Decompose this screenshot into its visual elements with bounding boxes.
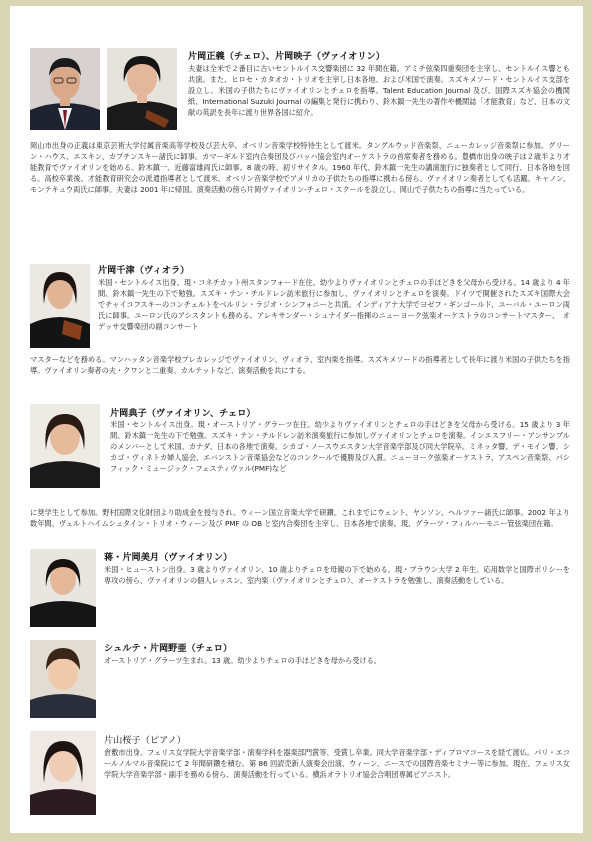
- profile-bio-continued: マスターなどを務める。マンハッタン音楽学校プレカレッジでヴァイオリン、ヴィオラ、室内楽を指導。スズキメソードの指導者として長年に渡り米国の子供たちを指導。ヴァイオリン奏者の夫・クワンと二重奏、カルテットなど、演奏活動を共にする。: [30, 355, 570, 375]
- profile-name: 片岡千津（ヴィオラ）: [98, 265, 190, 276]
- portrait-photo-sakurako: [30, 731, 96, 815]
- profile-bio: 米国・セントルイス出身。現・オーストリア・グラーツ在住。幼少よりヴァイオリンとチェロの手ほどきを父母から受ける。15 歳より 3 年間、鈴木鎮一先生の下で勉強。スズキ・テン・チルドレン訪米演奏旅行に参加しヴァイオリンとチェロを演奏。インエスフリー・アンサンブルのメンバーとして米国、カナダ、日本の各地で演奏。シカゴ・ノースウエスタン大学音楽学部及び同大学院卒。ミネッタ響、デ・モイン響、シカゴ・ヴィネトカ婦人協会、エバンストン音楽協会などのコンクールで優勝及び入賞。ニューヨーク弦楽オーケストラ、アスペン音楽祭、パシフィック・ミュージック・フェスティヴァル(PMF)など: [110, 420, 570, 473]
- portrait-photo-noa: [30, 640, 96, 718]
- profile-name: 片岡典子（ヴァイオリン、チェロ）: [110, 408, 256, 419]
- portrait-photo-noriko: [30, 404, 100, 488]
- profile-bio: 米国・ヒューストン出身。3 歳よりヴァイオリン、10 歳よりチェロを母親の下で始める。現・ブラウン大学 2 年生。応用数学と国際ポリシーを専攻の傍ら、ヴァイオリンの個人レッスン、室内楽（ヴァイオリンとチェロ）、オーケストラを勉強し、演奏活動をしている。: [104, 565, 570, 585]
- profile-name: シュルテ・片岡野亜（チェロ）: [104, 643, 233, 654]
- document-sheet: [10, 6, 583, 833]
- profile-name: 片山桜子（ピアノ）: [104, 735, 186, 746]
- portrait-photo-eiko: [107, 48, 177, 130]
- portrait-photo-mizuki: [30, 549, 96, 627]
- profile-bio: オーストリア・グラーツ生まれ。13 歳。幼少よりチェロの手ほどきを母から受ける。: [104, 656, 381, 665]
- profile-name: 片岡正義（チェロ）、片岡映子（ヴァイオリン）: [188, 51, 385, 62]
- profile-bio: 倉敷市出身。フェリス女学院大学音楽学部・演奏学科を器楽部門賞等、受賞し卒業。同大学音楽学部・ディプロマコースを経て渡仏。パリ・エコールノルマル音楽院にて 2 年間研鑽を積む。第 86 回読売新人演奏会出演、ウィーン、ニースでの国際音楽セミナー等に参加。現在、フェリス女学院大学音楽学部・副手を務める傍ら、演奏活動を行っている。横浜オラトリオ協会合唱団専属ピアニスト。: [104, 748, 570, 779]
- portrait-photo-chizu: [30, 264, 90, 348]
- profile-bio: 夫妻は全米で２番目に古いセントルイス交響楽団に 32 年間在籍。アミチ弦楽四重奏団を主宰し、セントルイス響とも共演。また、ヒロセ・カタオカ・トリオを主宰し日本各地、および米国で演奏。スズキメソード・セントルイス支部を設立し、米国の子供たちにヴァイオリンとチェロを指導。Talent Education Journal 及び、国際スズキ協会の機関紙、International Suzuki Journal の編集と発行に携わり、鈴木鎮一先生の著作や機関誌「才能教育」など、日本の文献の英訳を長年に渡り世界各国に紹介。: [188, 64, 570, 117]
- profile-bio-continued: 岡山市出身の正義は東京芸術大学付属音楽高等学校及び芸大卒。オベリン音楽学校特待生として渡米。タングルウッド音楽祭、ニューカレッジ音楽祭に参加。グリーン・ハウス、エスキン、カプチンスキー諸氏に師事。カマーギルド室内合奏団及びバッハ協会室内オーケストラの首席奏者を務める。豊橋市出身の映子は２歳半より才能教育でヴァイオリンを始める。鈴木鎮一、近藤富雄両氏に師事。8 歳の時、初リサイタル。1960 年代、鈴木鎮一先生の講演旅行に独奏者として同行、日本各地を回る。高校卒業後、才能教育研究会の派遣指導者として渡米、オベリン音楽学校でアメリカの子供たちの指導に携わる傍ら、ヴァイオリン奏者としても活躍。キャノン、モンテキュウ両氏に師事。夫妻は 2001 年に帰国。演奏活動の傍ら片岡ヴァイオリン-チェロ・スクールを設立し、岡山で子供たちの指導に当たっている。: [30, 141, 570, 194]
- profile-bio-continued: に奨学生として参加。野村国際文化財団より助成金を授与され、ウィーン国立音楽大学で研鑽。これまでにウェント、ヤンソン、ヘルツァー諸氏に師事。2002 年より数年間、ヴェルトハイムシュタイン・トリオ・ウィーン及び PMF の OB と室内合奏団を主宰し、日本各地で演奏。現、グラーツ・フィルハーモニー管弦楽団在籍。: [30, 508, 570, 528]
- profile-bio: 米国・セントルイス出身。現・コネチカット州スタンフォード在住。幼少よりヴァイオリンとチェロの手ほどきを父母から受ける。14 歳より 4 年間、鈴木鎮一先生の下で勉強。スズキ・テン・チルドレン訪米旅行に参加し、ヴァイオリンとチェロを演奏。ドイツで開催されたスズキ国際大会でチャイコフスキーのコンチェルトをベルリン・ラジオ・シンフォニーと共演。インディアナ大学でヨゼフ・ギンゴールド、ユーバル・ユーロン両氏に師事。ユーロン氏のアシスタントも務める。アレキサンダー・シュナイダー指揮のニューヨーク弦楽オーケストラのコンサートマスター、 オデッサ交響楽団の副コンサート: [98, 278, 570, 331]
- profile-name: 蒋・片岡美月（ヴァイオリン）: [104, 552, 233, 563]
- portrait-photo-masayoshi: [30, 48, 100, 130]
